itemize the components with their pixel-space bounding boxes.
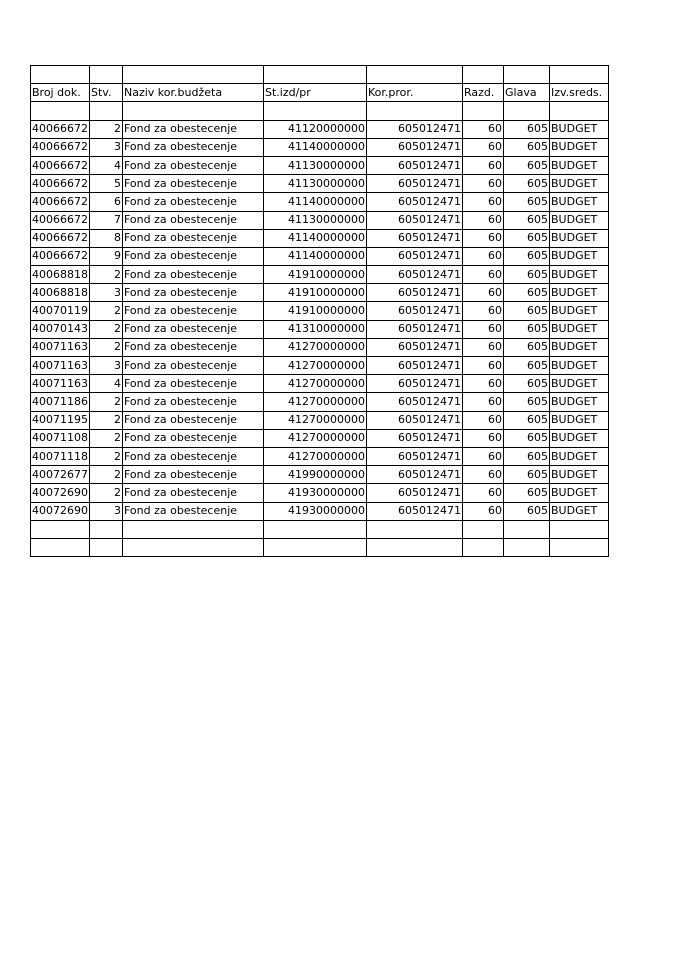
cell-razd: 60 <box>463 156 504 174</box>
cell-st-izd: 41270000000 <box>264 357 367 375</box>
cell-kor-pror: 605012471 <box>367 302 463 320</box>
cell-razd: 60 <box>463 411 504 429</box>
cell-razd: 60 <box>463 266 504 284</box>
cell-naziv: Fond za obestecenje <box>123 138 264 156</box>
cell-razd: 60 <box>463 502 504 520</box>
cell-broj-dok: 40071163 <box>31 338 90 356</box>
cell-glava: 605 <box>504 429 550 447</box>
cell-st-izd: 41140000000 <box>264 193 367 211</box>
cell-kor-pror: 605012471 <box>367 502 463 520</box>
cell-st-izd: 41910000000 <box>264 266 367 284</box>
cell-razd: 60 <box>463 375 504 393</box>
cell-kor-pror: 605012471 <box>367 229 463 247</box>
cell-broj-dok: 40068818 <box>31 284 90 302</box>
table-row <box>31 502 609 520</box>
cell-st-izd: 41270000000 <box>264 429 367 447</box>
cell-izv-sreds: BUDGET <box>550 247 609 265</box>
cell-izv-sreds: BUDGET <box>550 266 609 284</box>
cell-glava: 605 <box>504 211 550 229</box>
cell-naziv: Fond za obestecenje <box>123 247 264 265</box>
cell-kor-pror: 605012471 <box>367 484 463 502</box>
cell-stv: 3 <box>90 357 123 375</box>
table-row <box>31 357 609 375</box>
cell-naziv: Fond za obestecenje <box>123 411 264 429</box>
cell-razd: 60 <box>463 193 504 211</box>
cell-stv: 9 <box>90 247 123 265</box>
cell-broj-dok: 40066672 <box>31 156 90 174</box>
cell-broj-dok: 40066672 <box>31 229 90 247</box>
cell-naziv: Fond za obestecenje <box>123 211 264 229</box>
cell-kor-pror: 605012471 <box>367 193 463 211</box>
cell-izv-sreds: BUDGET <box>550 338 609 356</box>
cell-st-izd: 41130000000 <box>264 175 367 193</box>
header-naziv: Naziv kor.budžeta <box>123 84 264 102</box>
cell-razd: 60 <box>463 211 504 229</box>
cell-glava: 605 <box>504 302 550 320</box>
cell-st-izd: 41140000000 <box>264 247 367 265</box>
table-row <box>31 429 609 447</box>
blank-row <box>31 520 609 538</box>
cell-izv-sreds: BUDGET <box>550 375 609 393</box>
cell-broj-dok: 40068818 <box>31 266 90 284</box>
cell-glava: 605 <box>504 393 550 411</box>
cell-razd: 60 <box>463 466 504 484</box>
cell-st-izd: 41120000000 <box>264 120 367 138</box>
table-row <box>31 411 609 429</box>
table-row <box>31 393 609 411</box>
cell-izv-sreds: BUDGET <box>550 120 609 138</box>
cell-izv-sreds: BUDGET <box>550 284 609 302</box>
cell-glava: 605 <box>504 411 550 429</box>
cell-glava: 605 <box>504 447 550 465</box>
cell-glava: 605 <box>504 229 550 247</box>
table-row <box>31 229 609 247</box>
cell-razd: 60 <box>463 429 504 447</box>
cell-st-izd: 41270000000 <box>264 338 367 356</box>
cell-broj-dok: 40066672 <box>31 211 90 229</box>
header-kor-pror: Kor.pror. <box>367 84 463 102</box>
cell-broj-dok: 40071108 <box>31 429 90 447</box>
cell-izv-sreds: BUDGET <box>550 429 609 447</box>
cell-glava: 605 <box>504 247 550 265</box>
header-razd: Razd. <box>463 84 504 102</box>
cell-izv-sreds: BUDGET <box>550 229 609 247</box>
cell-kor-pror: 605012471 <box>367 175 463 193</box>
cell-st-izd: 41910000000 <box>264 302 367 320</box>
cell-stv: 3 <box>90 138 123 156</box>
cell-broj-dok: 40072690 <box>31 484 90 502</box>
cell-st-izd: 41930000000 <box>264 502 367 520</box>
cell-izv-sreds: BUDGET <box>550 193 609 211</box>
cell-broj-dok: 40071118 <box>31 447 90 465</box>
table-row <box>31 138 609 156</box>
cell-st-izd: 41910000000 <box>264 284 367 302</box>
cell-stv: 2 <box>90 266 123 284</box>
cell-izv-sreds: BUDGET <box>550 502 609 520</box>
cell-kor-pror: 605012471 <box>367 447 463 465</box>
cell-kor-pror: 605012471 <box>367 338 463 356</box>
cell-broj-dok: 40072677 <box>31 466 90 484</box>
cell-razd: 60 <box>463 302 504 320</box>
cell-izv-sreds: BUDGET <box>550 320 609 338</box>
cell-broj-dok: 40071195 <box>31 411 90 429</box>
cell-kor-pror: 605012471 <box>367 357 463 375</box>
cell-izv-sreds: BUDGET <box>550 211 609 229</box>
table-row <box>31 338 609 356</box>
table-row <box>31 247 609 265</box>
header-st-izd: St.izd/pr <box>264 84 367 102</box>
table-row <box>31 302 609 320</box>
cell-naziv: Fond za obestecenje <box>123 175 264 193</box>
cell-kor-pror: 605012471 <box>367 266 463 284</box>
cell-st-izd: 41140000000 <box>264 229 367 247</box>
table-row <box>31 484 609 502</box>
cell-stv: 2 <box>90 484 123 502</box>
cell-naziv: Fond za obestecenje <box>123 229 264 247</box>
cell-broj-dok: 40072690 <box>31 502 90 520</box>
cell-broj-dok: 40070119 <box>31 302 90 320</box>
cell-kor-pror: 605012471 <box>367 466 463 484</box>
cell-glava: 605 <box>504 156 550 174</box>
cell-izv-sreds: BUDGET <box>550 411 609 429</box>
cell-naziv: Fond za obestecenje <box>123 375 264 393</box>
cell-naziv: Fond za obestecenje <box>123 502 264 520</box>
table-row <box>31 156 609 174</box>
cell-broj-dok: 40066672 <box>31 175 90 193</box>
cell-glava: 605 <box>504 175 550 193</box>
cell-glava: 605 <box>504 375 550 393</box>
cell-naziv: Fond za obestecenje <box>123 284 264 302</box>
cell-stv: 7 <box>90 211 123 229</box>
cell-glava: 605 <box>504 320 550 338</box>
cell-razd: 60 <box>463 393 504 411</box>
cell-izv-sreds: BUDGET <box>550 138 609 156</box>
cell-stv: 2 <box>90 320 123 338</box>
cell-kor-pror: 605012471 <box>367 284 463 302</box>
cell-st-izd: 41130000000 <box>264 211 367 229</box>
cell-izv-sreds: BUDGET <box>550 175 609 193</box>
cell-stv: 5 <box>90 175 123 193</box>
table-row <box>31 266 609 284</box>
cell-naziv: Fond za obestecenje <box>123 429 264 447</box>
cell-razd: 60 <box>463 120 504 138</box>
cell-broj-dok: 40071186 <box>31 393 90 411</box>
cell-razd: 60 <box>463 229 504 247</box>
cell-stv: 2 <box>90 466 123 484</box>
cell-razd: 60 <box>463 175 504 193</box>
cell-kor-pror: 605012471 <box>367 138 463 156</box>
table-row <box>31 375 609 393</box>
cell-izv-sreds: BUDGET <box>550 156 609 174</box>
cell-st-izd: 41270000000 <box>264 447 367 465</box>
cell-naziv: Fond za obestecenje <box>123 120 264 138</box>
table-row <box>31 211 609 229</box>
cell-glava: 605 <box>504 502 550 520</box>
header-stv: Stv. <box>90 84 123 102</box>
cell-razd: 60 <box>463 247 504 265</box>
cell-naziv: Fond za obestecenje <box>123 320 264 338</box>
cell-razd: 60 <box>463 484 504 502</box>
blank-row <box>31 102 609 120</box>
cell-glava: 605 <box>504 284 550 302</box>
cell-kor-pror: 605012471 <box>367 247 463 265</box>
cell-broj-dok: 40066672 <box>31 138 90 156</box>
cell-razd: 60 <box>463 320 504 338</box>
table-row <box>31 466 609 484</box>
cell-razd: 60 <box>463 447 504 465</box>
cell-naziv: Fond za obestecenje <box>123 393 264 411</box>
table-body <box>31 66 609 557</box>
cell-izv-sreds: BUDGET <box>550 393 609 411</box>
cell-razd: 60 <box>463 138 504 156</box>
cell-glava: 605 <box>504 484 550 502</box>
cell-kor-pror: 605012471 <box>367 120 463 138</box>
cell-glava: 605 <box>504 338 550 356</box>
blank-row <box>31 66 609 84</box>
cell-naziv: Fond za obestecenje <box>123 156 264 174</box>
cell-kor-pror: 605012471 <box>367 375 463 393</box>
cell-st-izd: 41310000000 <box>264 320 367 338</box>
cell-stv: 8 <box>90 229 123 247</box>
cell-naziv: Fond za obestecenje <box>123 447 264 465</box>
cell-kor-pror: 605012471 <box>367 320 463 338</box>
cell-razd: 60 <box>463 357 504 375</box>
cell-stv: 2 <box>90 338 123 356</box>
cell-kor-pror: 605012471 <box>367 411 463 429</box>
table-row <box>31 193 609 211</box>
table-row <box>31 175 609 193</box>
cell-broj-dok: 40070143 <box>31 320 90 338</box>
header-glava: Glava <box>504 84 550 102</box>
cell-st-izd: 41990000000 <box>264 466 367 484</box>
cell-glava: 605 <box>504 266 550 284</box>
cell-st-izd: 41270000000 <box>264 393 367 411</box>
cell-stv: 2 <box>90 302 123 320</box>
cell-stv: 2 <box>90 411 123 429</box>
table-row <box>31 447 609 465</box>
cell-stv: 4 <box>90 375 123 393</box>
cell-naziv: Fond za obestecenje <box>123 266 264 284</box>
cell-st-izd: 41270000000 <box>264 375 367 393</box>
cell-razd: 60 <box>463 284 504 302</box>
cell-izv-sreds: BUDGET <box>550 357 609 375</box>
cell-stv: 4 <box>90 156 123 174</box>
cell-razd: 60 <box>463 338 504 356</box>
cell-kor-pror: 605012471 <box>367 429 463 447</box>
cell-glava: 605 <box>504 193 550 211</box>
cell-kor-pror: 605012471 <box>367 211 463 229</box>
cell-kor-pror: 605012471 <box>367 156 463 174</box>
cell-kor-pror: 605012471 <box>367 393 463 411</box>
table-row <box>31 284 609 302</box>
cell-st-izd: 41270000000 <box>264 411 367 429</box>
budget-table <box>30 65 609 557</box>
cell-broj-dok: 40066672 <box>31 120 90 138</box>
cell-naziv: Fond za obestecenje <box>123 466 264 484</box>
cell-stv: 3 <box>90 502 123 520</box>
cell-broj-dok: 40066672 <box>31 247 90 265</box>
cell-naziv: Fond za obestecenje <box>123 484 264 502</box>
cell-naziv: Fond za obestecenje <box>123 357 264 375</box>
cell-stv: 2 <box>90 429 123 447</box>
cell-broj-dok: 40071163 <box>31 375 90 393</box>
cell-glava: 605 <box>504 138 550 156</box>
cell-st-izd: 41130000000 <box>264 156 367 174</box>
cell-izv-sreds: BUDGET <box>550 302 609 320</box>
cell-st-izd: 41140000000 <box>264 138 367 156</box>
cell-glava: 605 <box>504 120 550 138</box>
cell-stv: 2 <box>90 393 123 411</box>
cell-naziv: Fond za obestecenje <box>123 193 264 211</box>
cell-stv: 3 <box>90 284 123 302</box>
header-row <box>31 84 609 102</box>
cell-stv: 2 <box>90 447 123 465</box>
cell-izv-sreds: BUDGET <box>550 447 609 465</box>
cell-naziv: Fond za obestecenje <box>123 338 264 356</box>
cell-stv: 6 <box>90 193 123 211</box>
table-row <box>31 120 609 138</box>
cell-naziv: Fond za obestecenje <box>123 302 264 320</box>
cell-st-izd: 41930000000 <box>264 484 367 502</box>
cell-izv-sreds: BUDGET <box>550 484 609 502</box>
cell-izv-sreds: BUDGET <box>550 466 609 484</box>
cell-glava: 605 <box>504 466 550 484</box>
blank-row <box>31 538 609 556</box>
table-row <box>31 320 609 338</box>
header-broj-dok: Broj dok. <box>31 84 90 102</box>
cell-glava: 605 <box>504 357 550 375</box>
cell-broj-dok: 40066672 <box>31 193 90 211</box>
cell-broj-dok: 40071163 <box>31 357 90 375</box>
header-izv-sreds: Izv.sreds. <box>550 84 609 102</box>
cell-stv: 2 <box>90 120 123 138</box>
